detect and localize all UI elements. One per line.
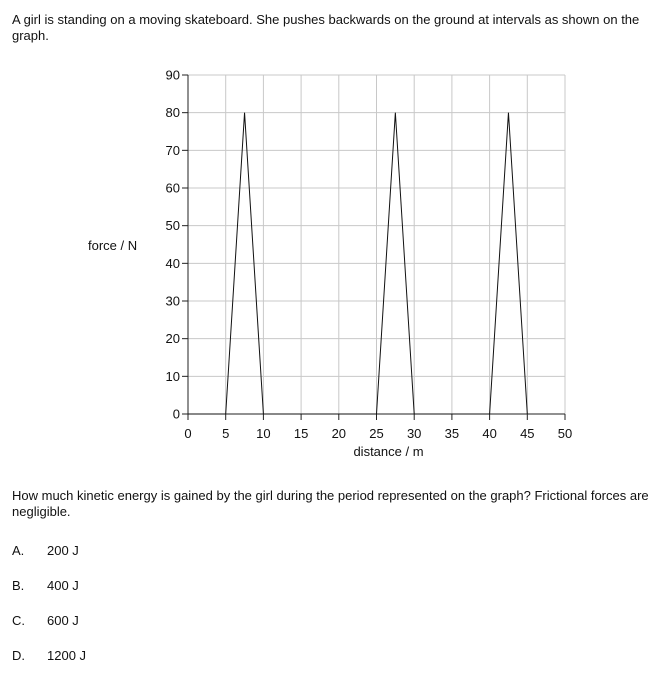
x-tick-label: 30 bbox=[406, 426, 422, 441]
y-tick-label: 60 bbox=[165, 180, 180, 196]
y-tick-label: 20 bbox=[165, 331, 180, 347]
x-tick-label: 25 bbox=[369, 426, 384, 441]
option-letter: A. bbox=[12, 543, 25, 558]
y-axis-label: force / N bbox=[88, 238, 138, 253]
option-a[interactable] bbox=[12, 543, 79, 558]
x-tick-label: 20 bbox=[331, 426, 347, 441]
y-tick-label: 30 bbox=[165, 293, 180, 309]
x-tick-label: 35 bbox=[444, 426, 460, 441]
y-tick-label: 0 bbox=[172, 406, 180, 422]
question-stem: A girl is standing on a moving skateboard. She pushes backwards on the ground at intervals as shown on the graph. bbox=[12, 12, 640, 43]
x-tick-label: 40 bbox=[482, 426, 497, 441]
y-tick-label: 80 bbox=[165, 105, 180, 121]
option-b[interactable] bbox=[12, 578, 79, 593]
question-prompt: How much kinetic energy is gained by the girl during the period represented on the graph? Frictional forces are negligible. bbox=[12, 488, 649, 519]
option-letter: D. bbox=[12, 648, 25, 663]
option-text: 200 J bbox=[47, 543, 79, 558]
option-text: 600 J bbox=[47, 613, 79, 628]
option-text: 400 J bbox=[47, 578, 79, 593]
option-text: 1200 J bbox=[47, 648, 87, 663]
option-letter: C. bbox=[12, 613, 25, 628]
y-tick-label: 50 bbox=[165, 218, 180, 234]
x-tick-label: 5 bbox=[222, 426, 230, 441]
y-tick-label: 70 bbox=[165, 142, 180, 158]
x-tick-label: 15 bbox=[293, 426, 309, 441]
chart-ticks bbox=[166, 68, 573, 442]
x-tick-label: 10 bbox=[256, 426, 271, 441]
y-tick-label: 40 bbox=[165, 255, 180, 271]
option-letter: B. bbox=[12, 578, 25, 593]
chart-grid bbox=[188, 75, 565, 414]
x-axis-label: distance / m bbox=[353, 444, 424, 459]
y-tick-label: 10 bbox=[165, 368, 180, 384]
x-tick-label: 0 bbox=[184, 426, 192, 441]
x-tick-label: 50 bbox=[557, 426, 573, 441]
option-d[interactable] bbox=[12, 648, 86, 663]
option-c[interactable] bbox=[12, 613, 79, 628]
x-tick-label: 45 bbox=[520, 426, 535, 441]
y-tick-label: 90 bbox=[165, 67, 180, 83]
